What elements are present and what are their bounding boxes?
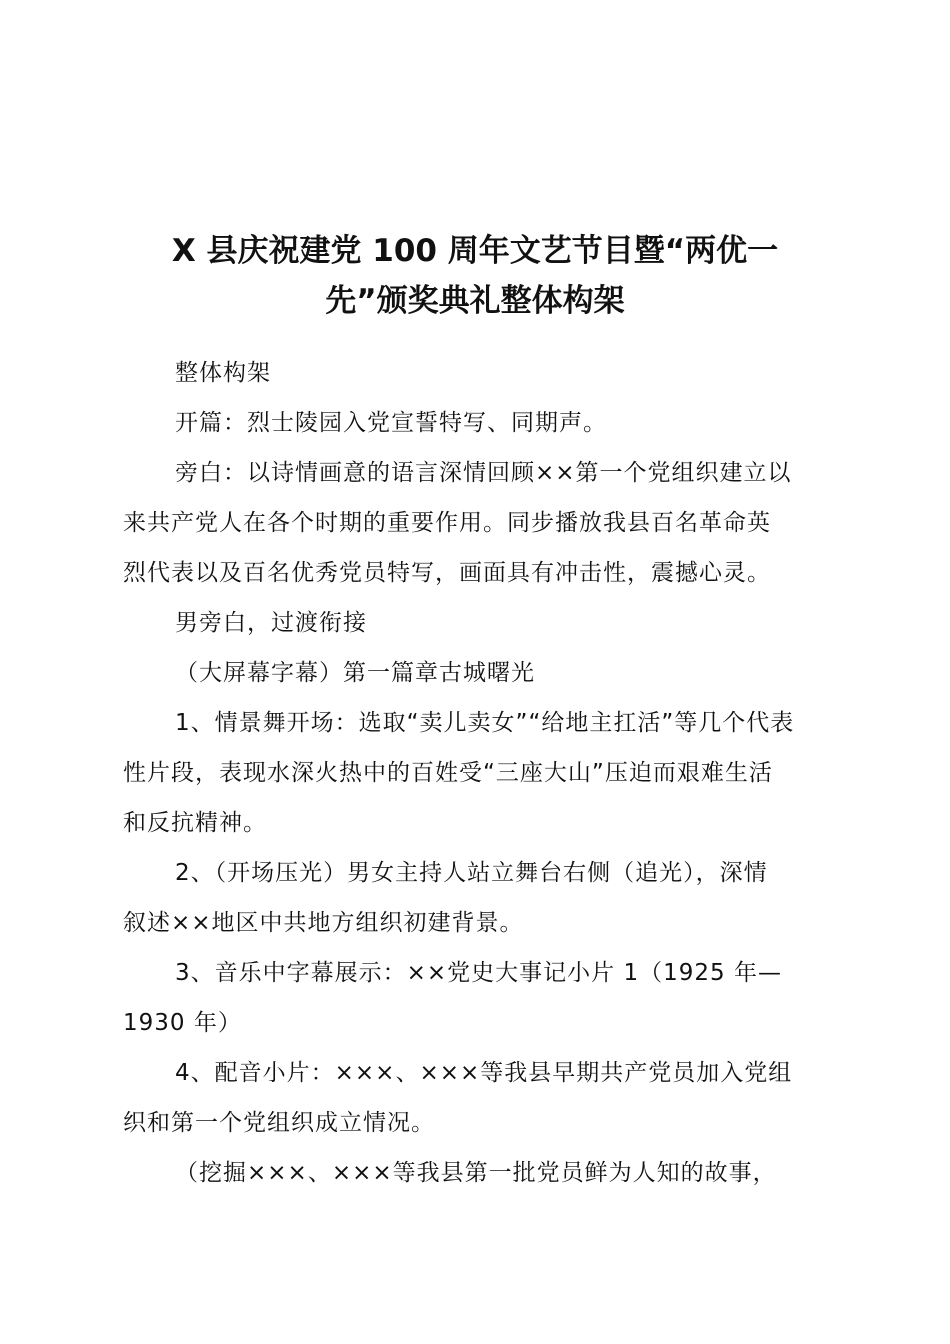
paragraph-item-1 (123, 698, 838, 848)
text-line: 男旁白，过渡衔接 (175, 610, 367, 636)
text-line: 1930 年） (123, 1010, 242, 1036)
paragraph-excavate (123, 1148, 838, 1198)
text-line: 来共产党人在各个时期的重要作用。同步播放我县百名革命英 (123, 510, 771, 536)
text-line: （挖掘×××、×××等我县第一批党员鲜为人知的故事， (175, 1160, 777, 1186)
text-line: 旁白：以诗情画意的语言深情回顾××第一个党组织建立以 (175, 460, 792, 486)
document-body (123, 348, 838, 1198)
text-line: 烈代表以及百名优秀党员特写，画面具有冲击性，震撼心灵。 (123, 560, 771, 586)
paragraph-male-narration (123, 598, 838, 648)
text-line: 4、配音小片：×××、×××等我县早期共产党员加入党组 (175, 1060, 793, 1086)
paragraph-overall-structure (123, 348, 838, 398)
text-line: 开篇：烈士陵园入党宣誓特写、同期声。 (175, 410, 607, 436)
paragraph-chapter-one (123, 648, 838, 698)
text-line: 织和第一个党组织成立情况。 (123, 1110, 435, 1136)
text-line: 3、音乐中字幕展示：××党史大事记小片 1（1925 年— (175, 960, 782, 986)
text-line: 和反抗精神。 (123, 810, 267, 836)
paragraph-opening (123, 398, 838, 448)
paragraph-item-2 (123, 848, 838, 948)
document-title (110, 226, 840, 326)
text-line: 性片段，表现水深火热中的百姓受“三座大山”压迫而艰难生活 (123, 760, 773, 786)
paragraph-narration (123, 448, 838, 598)
title-line-2: 先”颁奖典礼整体构架 (325, 283, 625, 319)
paragraph-item-3 (123, 948, 838, 1048)
text-line: 1、情景舞开场：选取“卖儿卖女”“给地主扛活”等几个代表 (175, 710, 795, 736)
text-line: 整体构架 (175, 360, 271, 386)
paragraph-item-4 (123, 1048, 838, 1148)
text-line: （大屏幕字幕）第一篇章古城曙光 (175, 660, 535, 686)
title-line-1: X 县庆祝建党 100 周年文艺节目暨“两优一 (171, 233, 779, 269)
text-line: 叙述××地区中共地方组织初建背景。 (123, 910, 524, 936)
text-line: 2、（开场压光）男女主持人站立舞台右侧（追光），深情 (175, 860, 768, 886)
